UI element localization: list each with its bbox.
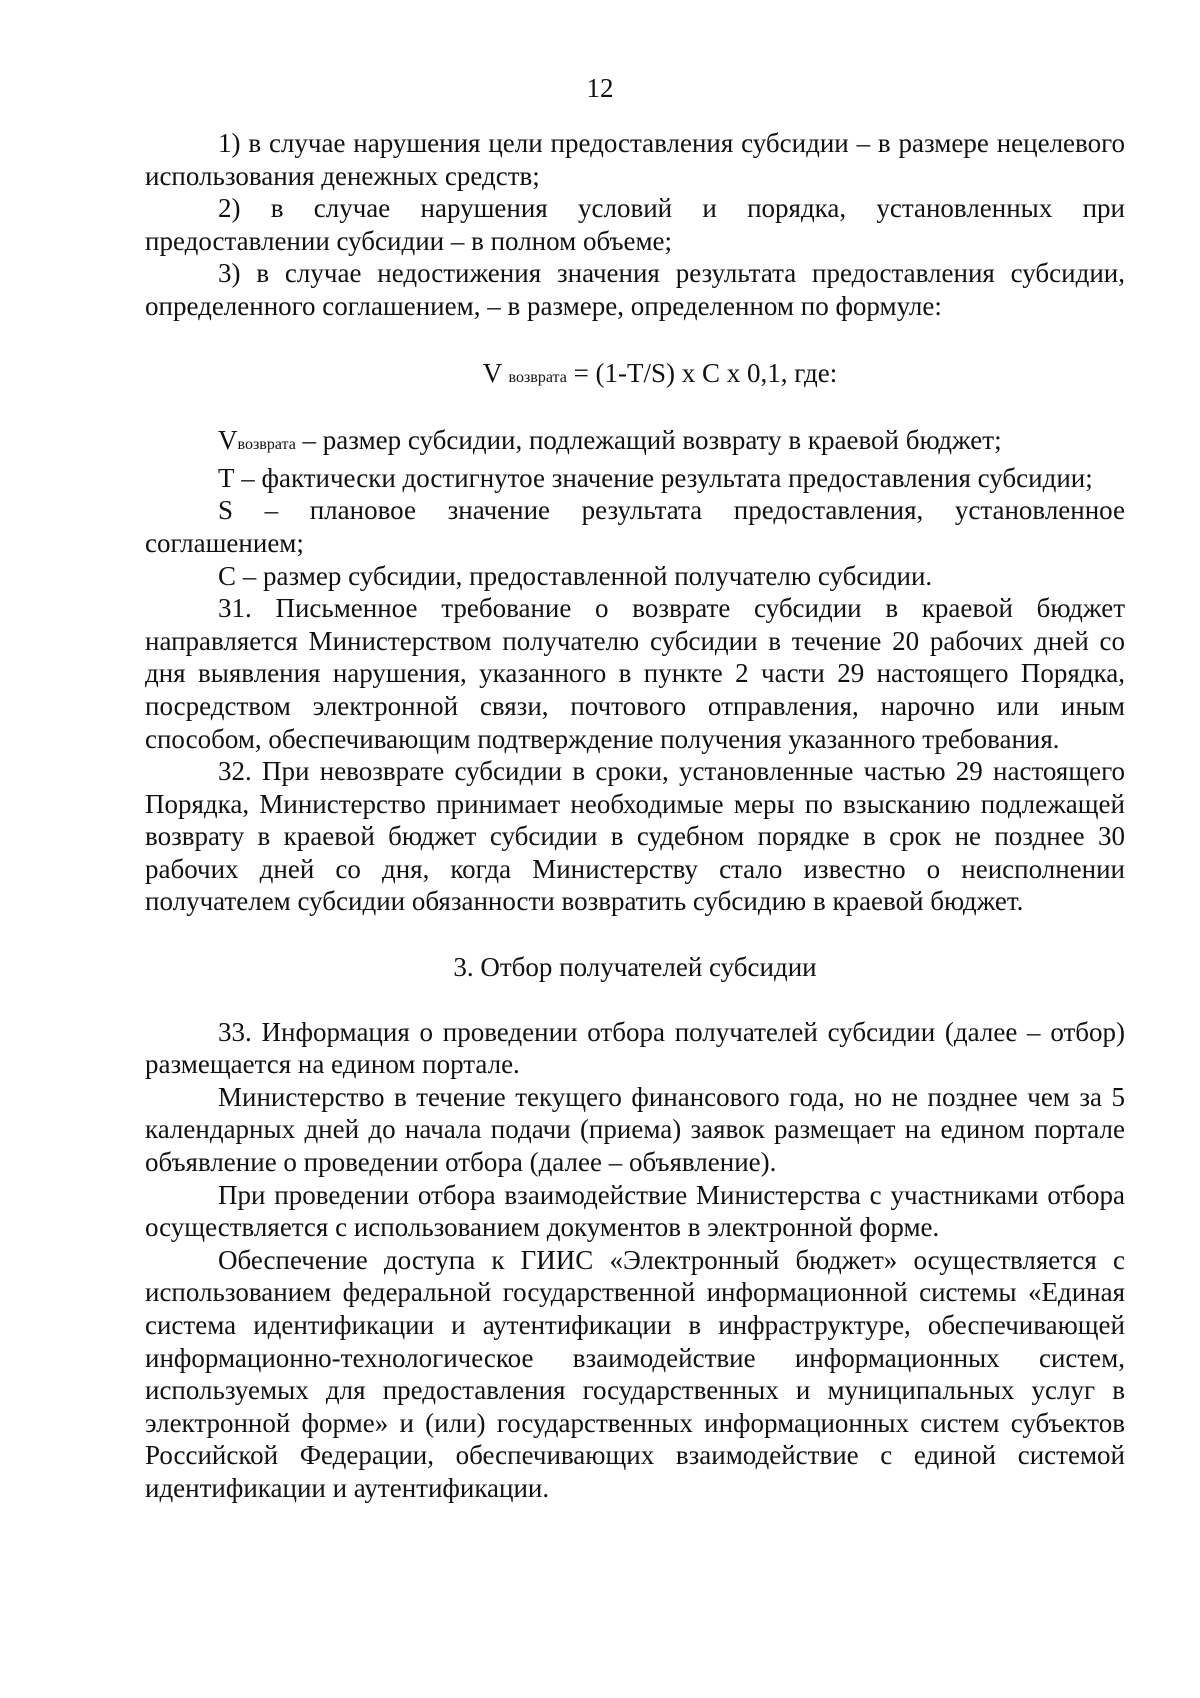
formula-expression: = (1-T/S) x C x 0,1, где: <box>573 357 838 388</box>
section-heading: 3. Отбор получателей субсидии <box>453 952 817 983</box>
document-body <box>145 127 1125 1505</box>
definition-v <box>145 424 1125 462</box>
paragraph-announcement: Министерство в течение текущего финансового года, но не позднее чем за 5 календарных дней до начала подачи (приема) заявок размещает на едином портале объявление о проведении отбора (далее – объявление). <box>145 1081 1125 1178</box>
formula-subscript: возврата <box>508 368 567 386</box>
paragraph-32: 32. При невозврате субсидии в сроки, установленные частью 29 настоящего Порядка, Министерство принимает необходимые меры по взысканию подлежащей возврату в краевой бюджет субсидии в судебном порядке в срок не позднее 30 рабочих дней со дня, когда Министерству стало известно о неисполнении получателем субсидии обязанности возвратить субсидию в краевой бюджет. <box>145 756 1125 917</box>
definition-v-text: – размер субсидии, подлежащий возврату в краевой бюджет; <box>295 425 1002 456</box>
definition-s: S – плановое значение результата предоставления, установленное соглашением; <box>145 495 1125 558</box>
formula-symbol: V <box>482 357 502 388</box>
refund-formula <box>145 357 1125 395</box>
paragraph-33: 33. Информация о проведении отбора получателей субсидии (далее – отбор) размещается на едином портале. <box>145 1016 1125 1080</box>
definition-t: Т – фактически достигнутое значение результата предоставления субсидии; <box>218 462 1093 493</box>
definition-c: С – размер субсидии, предоставленной получателю субсидии. <box>218 560 933 591</box>
paragraph-electronic-interaction: При проведении отбора взаимодействие Министерства с участниками отбора осуществляется с использованием документов в электронной форме. <box>145 1179 1125 1243</box>
paragraph-giis-access: Обеспечение доступа к ГИИС «Электронный бюджет» осуществляется с использованием федеральной государственной информационной системы «Единая система идентификации и аутентификации в инфраструктуре, обеспечивающей информационно-технологическое взаимодействие информационных систем, используемых для предоставления государственных и муниципальных услуг в электронной форме» и (или) государственных информационных систем субъектов Российской Федерации, обеспечивающих взаимодействие с единой системой идентификации и аутентификации. <box>145 1244 1125 1503</box>
paragraph-item-1: 1) в случае нарушения цели предоставления субсидии – в размере нецелевого использования денежных средств; <box>145 128 1125 191</box>
definition-v-subscript: возврата <box>237 436 296 454</box>
paragraph-item-2: 2) в случае нарушения условий и порядка, установленных при предоставлении субсидии – в полном объеме; <box>145 193 1125 256</box>
page-number: 12 <box>586 73 614 103</box>
definition-v-symbol: V <box>218 425 238 456</box>
paragraph-item-3: 3) в случае недостижения значения результата предоставления субсидии, определенного соглашением, – в размере, определенном по формуле: <box>145 258 1125 321</box>
paragraph-31: 31. Письменное требование о возврате субсидии в краевой бюджет направляется Министерством получателю субсидии в течение 20 рабочих дней со дня выявления нарушения, указанного в пункте 2 части 29 настоящего Порядка, посредством электронной связи, почтового отправления, нарочно или иным способом, обеспечивающим подтверждение получения указанного требования. <box>145 593 1125 754</box>
